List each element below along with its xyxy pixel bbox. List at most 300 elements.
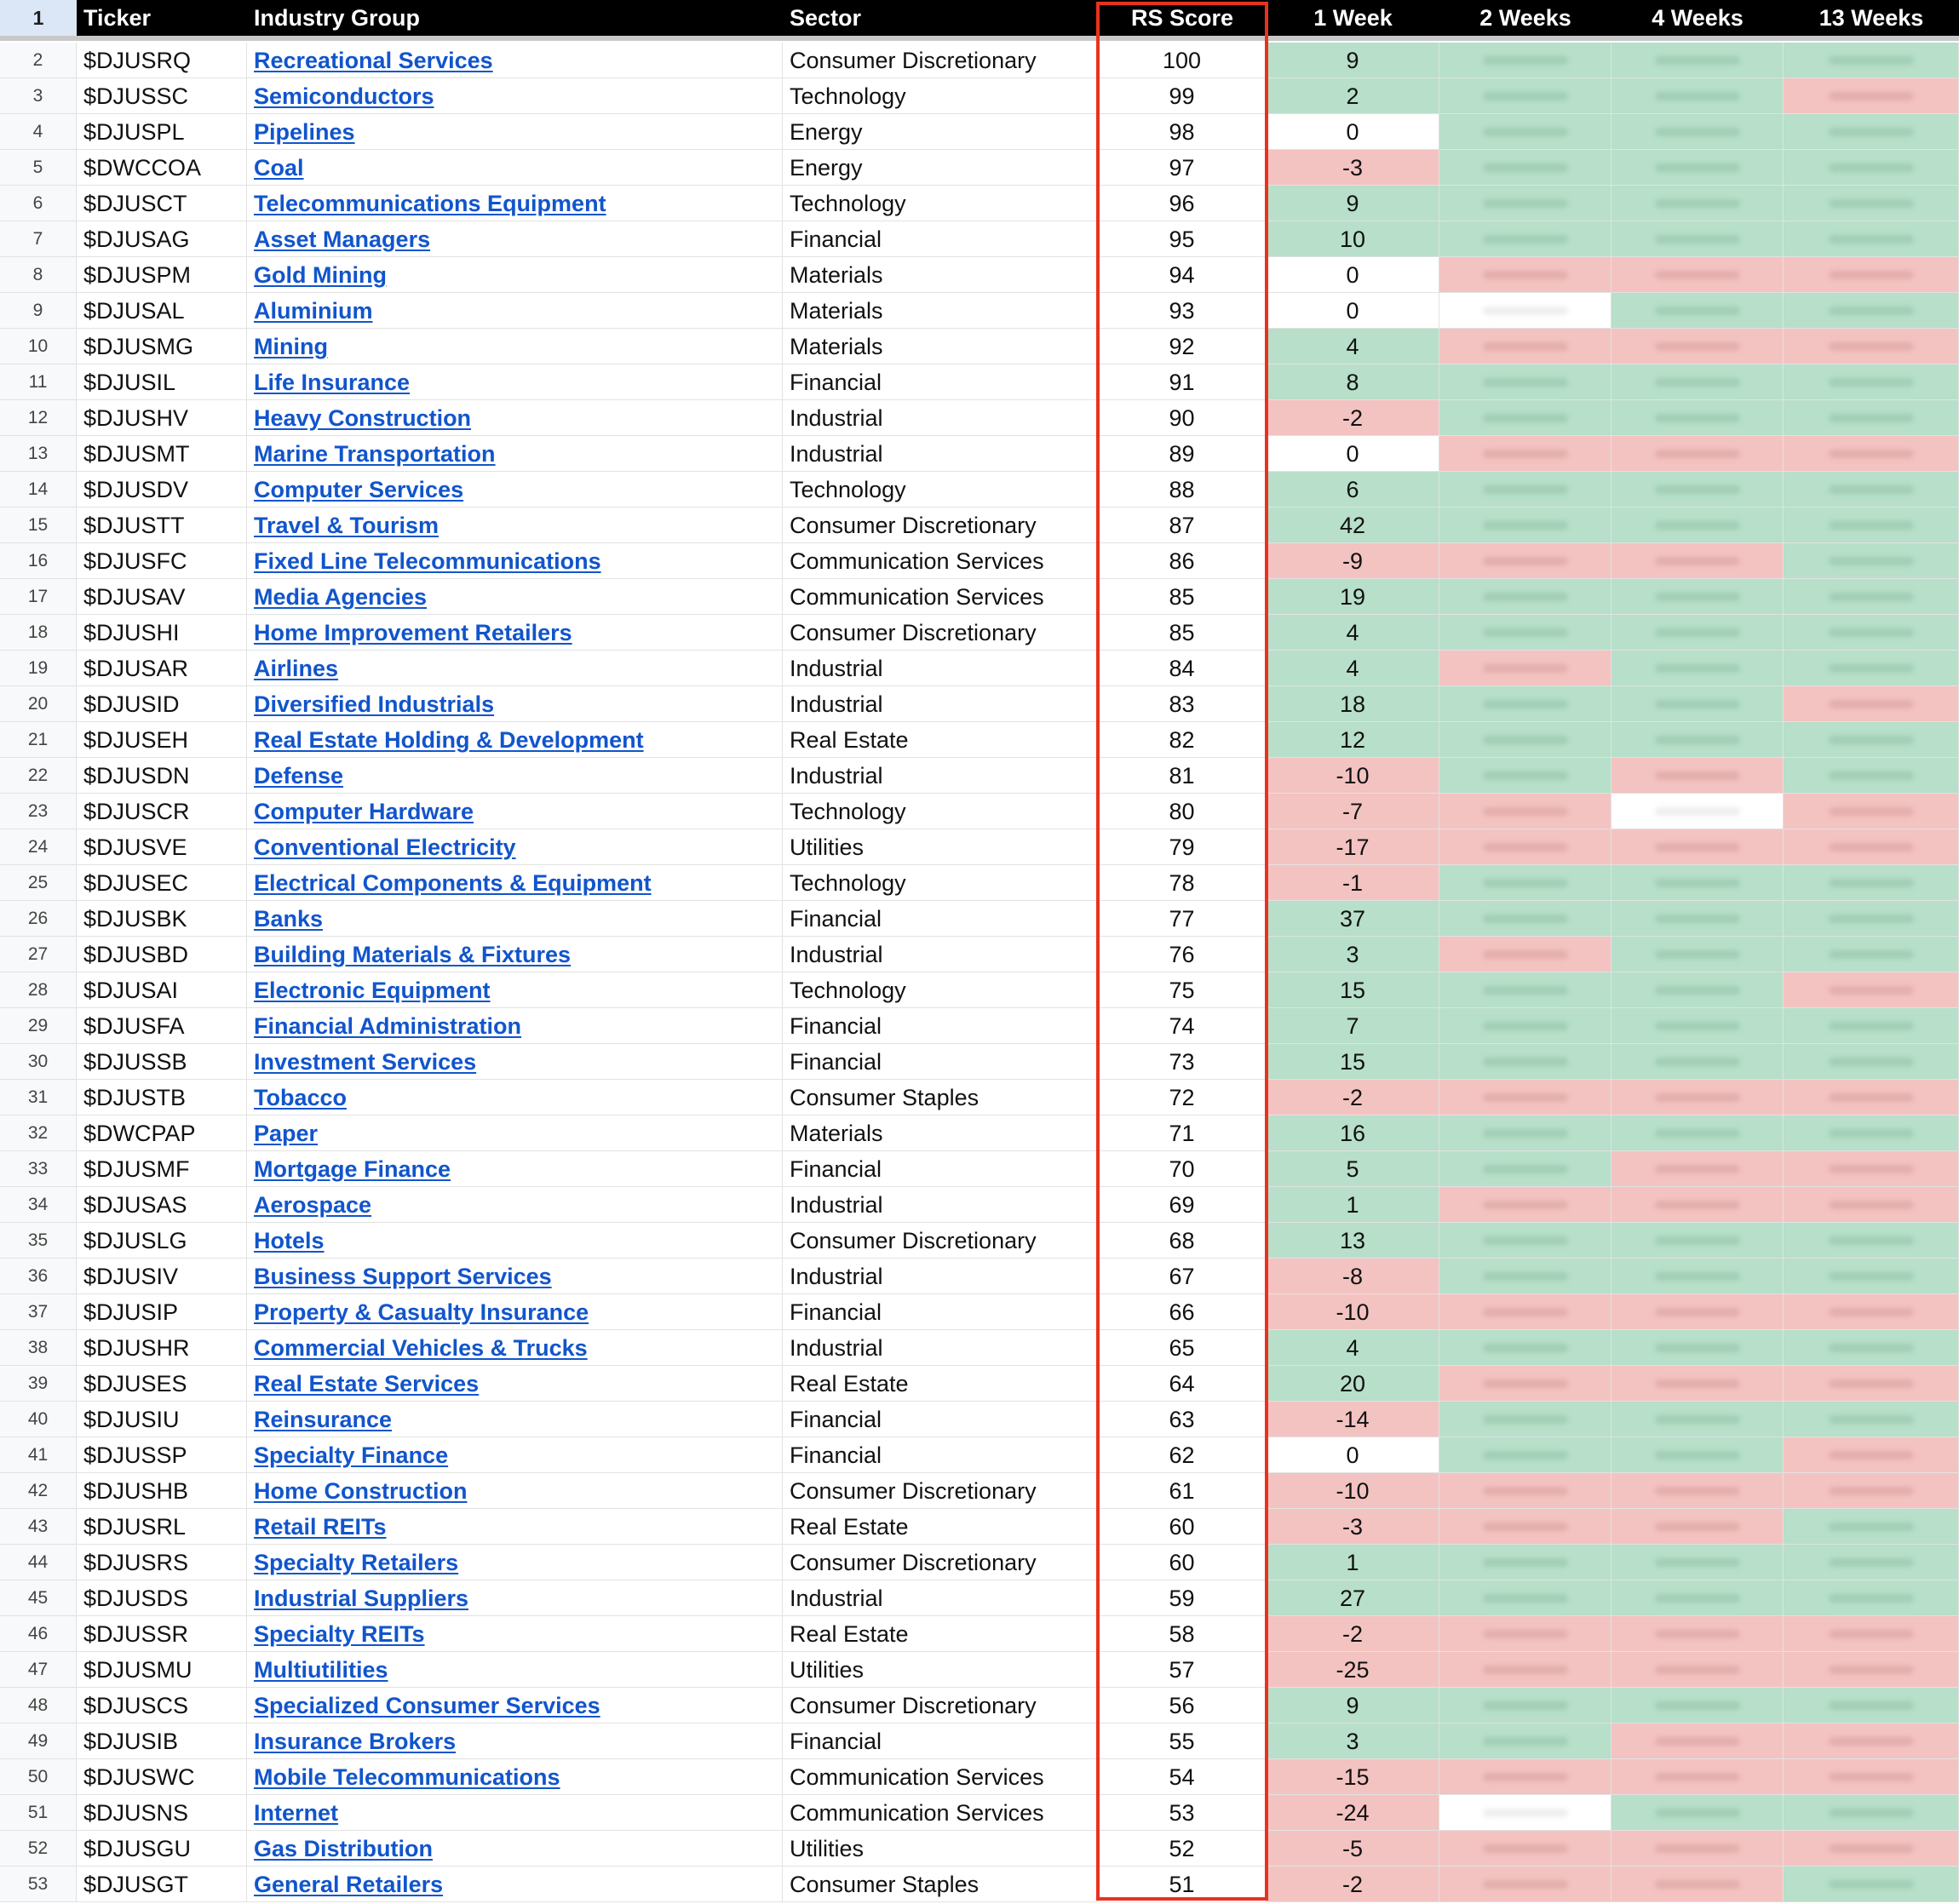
- industry-group-cell[interactable]: [247, 579, 783, 615]
- week-1-cell[interactable]: 4: [1267, 1330, 1439, 1366]
- rs-score-cell[interactable]: 72: [1098, 1080, 1267, 1115]
- industry-group-link[interactable]: Heavy Construction: [254, 405, 472, 431]
- industry-group-link[interactable]: Mining: [254, 334, 328, 359]
- industry-group-cell[interactable]: [247, 1795, 783, 1831]
- week-1-cell[interactable]: -14: [1267, 1402, 1439, 1437]
- ticker-cell[interactable]: $DJUSIP: [77, 1294, 247, 1330]
- week-1-cell[interactable]: 9: [1267, 186, 1439, 221]
- industry-group-cell[interactable]: [247, 1259, 783, 1294]
- rs-score-cell[interactable]: 69: [1098, 1187, 1267, 1223]
- sector-cell[interactable]: Real Estate: [783, 1616, 1098, 1652]
- industry-group-cell[interactable]: [247, 1616, 783, 1652]
- week-13-cell[interactable]: [1784, 1831, 1959, 1867]
- week-2-cell[interactable]: [1439, 43, 1611, 78]
- industry-group-link[interactable]: Reinsurance: [254, 1407, 393, 1432]
- week-1-cell[interactable]: 37: [1267, 901, 1439, 937]
- week-4-cell[interactable]: [1611, 1044, 1784, 1080]
- ticker-cell[interactable]: $DJUSVE: [77, 829, 247, 865]
- rs-score-cell[interactable]: 100: [1098, 43, 1267, 78]
- sector-cell[interactable]: Utilities: [783, 829, 1098, 865]
- rs-score-cell[interactable]: 61: [1098, 1473, 1267, 1509]
- ticker-cell[interactable]: $DJUSEH: [77, 722, 247, 758]
- week-1-cell[interactable]: -10: [1267, 758, 1439, 794]
- row-number-cell[interactable]: 52: [0, 1831, 77, 1867]
- rs-score-cell[interactable]: 52: [1098, 1831, 1267, 1867]
- row-number-cell[interactable]: 30: [0, 1044, 77, 1080]
- rs-score-cell[interactable]: 73: [1098, 1044, 1267, 1080]
- sector-cell[interactable]: Financial: [783, 1723, 1098, 1759]
- week-2-cell[interactable]: [1439, 221, 1611, 257]
- week-1-cell[interactable]: -24: [1267, 1795, 1439, 1831]
- header-2-weeks[interactable]: 2 Weeks: [1439, 0, 1611, 36]
- week-13-cell[interactable]: [1784, 865, 1959, 901]
- sector-cell[interactable]: Materials: [783, 1115, 1098, 1151]
- week-4-cell[interactable]: [1611, 400, 1784, 436]
- rs-score-cell[interactable]: 67: [1098, 1259, 1267, 1294]
- rs-score-cell[interactable]: 94: [1098, 257, 1267, 293]
- week-13-cell[interactable]: [1784, 1223, 1959, 1259]
- row-number-cell[interactable]: 46: [0, 1616, 77, 1652]
- week-4-cell[interactable]: [1611, 472, 1784, 508]
- industry-group-cell[interactable]: [247, 1867, 783, 1902]
- week-2-cell[interactable]: [1439, 901, 1611, 937]
- sector-cell[interactable]: Consumer Discretionary: [783, 1473, 1098, 1509]
- week-4-cell[interactable]: [1611, 972, 1784, 1008]
- sector-cell[interactable]: Consumer Staples: [783, 1080, 1098, 1115]
- week-13-cell[interactable]: [1784, 1652, 1959, 1688]
- sector-cell[interactable]: Financial: [783, 1402, 1098, 1437]
- sector-cell[interactable]: Real Estate: [783, 722, 1098, 758]
- week-4-cell[interactable]: [1611, 829, 1784, 865]
- week-13-cell[interactable]: [1784, 901, 1959, 937]
- week-13-cell[interactable]: [1784, 1509, 1959, 1545]
- week-13-cell[interactable]: [1784, 1437, 1959, 1473]
- week-13-cell[interactable]: [1784, 329, 1959, 364]
- sector-cell[interactable]: Financial: [783, 1437, 1098, 1473]
- industry-group-cell[interactable]: [247, 186, 783, 221]
- header-4-weeks[interactable]: 4 Weeks: [1611, 0, 1784, 36]
- industry-group-link[interactable]: Travel & Tourism: [254, 513, 439, 538]
- industry-group-link[interactable]: Property & Casualty Insurance: [254, 1299, 589, 1325]
- rs-score-cell[interactable]: 78: [1098, 865, 1267, 901]
- week-2-cell[interactable]: [1439, 293, 1611, 329]
- rs-score-cell[interactable]: 56: [1098, 1688, 1267, 1723]
- week-2-cell[interactable]: [1439, 865, 1611, 901]
- rs-score-cell[interactable]: 64: [1098, 1366, 1267, 1402]
- week-1-cell[interactable]: 18: [1267, 686, 1439, 722]
- rs-score-cell[interactable]: 58: [1098, 1616, 1267, 1652]
- ticker-cell[interactable]: $DJUSHR: [77, 1330, 247, 1366]
- industry-group-cell[interactable]: [247, 758, 783, 794]
- week-1-cell[interactable]: 0: [1267, 257, 1439, 293]
- row-number-cell[interactable]: 48: [0, 1688, 77, 1723]
- week-2-cell[interactable]: [1439, 1545, 1611, 1580]
- industry-group-link[interactable]: Specialized Consumer Services: [254, 1693, 600, 1718]
- week-2-cell[interactable]: [1439, 1080, 1611, 1115]
- week-13-cell[interactable]: [1784, 1402, 1959, 1437]
- sector-cell[interactable]: Consumer Discretionary: [783, 615, 1098, 651]
- rs-score-cell[interactable]: 84: [1098, 651, 1267, 686]
- industry-group-cell[interactable]: [247, 1652, 783, 1688]
- rs-score-cell[interactable]: 91: [1098, 364, 1267, 400]
- week-2-cell[interactable]: [1439, 937, 1611, 972]
- week-2-cell[interactable]: [1439, 1115, 1611, 1151]
- industry-group-cell[interactable]: [247, 722, 783, 758]
- ticker-cell[interactable]: $DJUSID: [77, 686, 247, 722]
- rs-score-cell[interactable]: 76: [1098, 937, 1267, 972]
- rs-score-cell[interactable]: 97: [1098, 150, 1267, 186]
- industry-group-cell[interactable]: [247, 937, 783, 972]
- rs-score-cell[interactable]: 90: [1098, 400, 1267, 436]
- week-1-cell[interactable]: -10: [1267, 1473, 1439, 1509]
- ticker-cell[interactable]: $DJUSEC: [77, 865, 247, 901]
- ticker-cell[interactable]: $DJUSSR: [77, 1616, 247, 1652]
- industry-group-cell[interactable]: [247, 865, 783, 901]
- industry-group-cell[interactable]: [247, 1580, 783, 1616]
- rs-score-cell[interactable]: 65: [1098, 1330, 1267, 1366]
- industry-group-link[interactable]: Multiutilities: [254, 1657, 388, 1683]
- week-13-cell[interactable]: [1784, 508, 1959, 543]
- ticker-cell[interactable]: $DJUSMF: [77, 1151, 247, 1187]
- week-13-cell[interactable]: [1784, 1688, 1959, 1723]
- row-number-cell[interactable]: 19: [0, 651, 77, 686]
- ticker-cell[interactable]: $DJUSTT: [77, 508, 247, 543]
- header-ticker[interactable]: Ticker: [77, 0, 247, 36]
- row-number-cell[interactable]: 50: [0, 1759, 77, 1795]
- ticker-cell[interactable]: $DJUSMT: [77, 436, 247, 472]
- row-number-cell[interactable]: 45: [0, 1580, 77, 1616]
- week-2-cell[interactable]: [1439, 1151, 1611, 1187]
- sector-cell[interactable]: Industrial: [783, 1259, 1098, 1294]
- week-1-cell[interactable]: -2: [1267, 1867, 1439, 1902]
- week-13-cell[interactable]: [1784, 1723, 1959, 1759]
- row-number-cell[interactable]: 27: [0, 937, 77, 972]
- week-1-cell[interactable]: 19: [1267, 579, 1439, 615]
- week-2-cell[interactable]: [1439, 1652, 1611, 1688]
- week-13-cell[interactable]: [1784, 43, 1959, 78]
- sector-cell[interactable]: Financial: [783, 221, 1098, 257]
- industry-group-link[interactable]: Gold Mining: [254, 262, 387, 288]
- industry-group-link[interactable]: Aerospace: [254, 1192, 372, 1218]
- rs-score-cell[interactable]: 85: [1098, 615, 1267, 651]
- ticker-cell[interactable]: $DJUSSC: [77, 78, 247, 114]
- week-1-cell[interactable]: 10: [1267, 221, 1439, 257]
- rs-score-cell[interactable]: 79: [1098, 829, 1267, 865]
- row-number-cell[interactable]: 28: [0, 972, 77, 1008]
- rs-score-cell[interactable]: 59: [1098, 1580, 1267, 1616]
- industry-group-link[interactable]: Retail REITs: [254, 1514, 387, 1540]
- industry-group-cell[interactable]: [247, 1723, 783, 1759]
- week-1-cell[interactable]: 9: [1267, 43, 1439, 78]
- industry-group-link[interactable]: Financial Administration: [254, 1013, 522, 1039]
- header-rs-score[interactable]: RS Score: [1098, 0, 1267, 36]
- week-4-cell[interactable]: [1611, 293, 1784, 329]
- week-2-cell[interactable]: [1439, 579, 1611, 615]
- week-2-cell[interactable]: [1439, 651, 1611, 686]
- week-4-cell[interactable]: [1611, 1294, 1784, 1330]
- industry-group-link[interactable]: Electronic Equipment: [254, 978, 491, 1003]
- sector-cell[interactable]: Communication Services: [783, 1795, 1098, 1831]
- ticker-cell[interactable]: $DJUSSP: [77, 1437, 247, 1473]
- week-4-cell[interactable]: [1611, 1723, 1784, 1759]
- week-13-cell[interactable]: [1784, 1151, 1959, 1187]
- week-4-cell[interactable]: [1611, 78, 1784, 114]
- week-13-cell[interactable]: [1784, 472, 1959, 508]
- sector-cell[interactable]: Communication Services: [783, 1759, 1098, 1795]
- week-1-cell[interactable]: 42: [1267, 508, 1439, 543]
- week-4-cell[interactable]: [1611, 794, 1784, 829]
- industry-group-cell[interactable]: [247, 1330, 783, 1366]
- ticker-cell[interactable]: $DJUSAG: [77, 221, 247, 257]
- week-13-cell[interactable]: [1784, 186, 1959, 221]
- week-1-cell[interactable]: -8: [1267, 1259, 1439, 1294]
- industry-group-cell[interactable]: [247, 1473, 783, 1509]
- ticker-cell[interactable]: $DJUSPL: [77, 114, 247, 150]
- industry-group-link[interactable]: Industrial Suppliers: [254, 1586, 469, 1611]
- ticker-cell[interactable]: $DJUSHB: [77, 1473, 247, 1509]
- row-number-cell[interactable]: 15: [0, 508, 77, 543]
- header-row-number[interactable]: 1: [0, 0, 77, 36]
- sector-cell[interactable]: Financial: [783, 1294, 1098, 1330]
- week-4-cell[interactable]: [1611, 1545, 1784, 1580]
- week-2-cell[interactable]: [1439, 1366, 1611, 1402]
- ticker-cell[interactable]: $DJUSCT: [77, 186, 247, 221]
- week-4-cell[interactable]: [1611, 1437, 1784, 1473]
- ticker-cell[interactable]: $DJUSHI: [77, 615, 247, 651]
- row-number-cell[interactable]: 33: [0, 1151, 77, 1187]
- ticker-cell[interactable]: $DJUSTB: [77, 1080, 247, 1115]
- week-1-cell[interactable]: -2: [1267, 400, 1439, 436]
- week-1-cell[interactable]: -3: [1267, 1509, 1439, 1545]
- week-4-cell[interactable]: [1611, 43, 1784, 78]
- sector-cell[interactable]: Real Estate: [783, 1366, 1098, 1402]
- week-13-cell[interactable]: [1784, 150, 1959, 186]
- sector-cell[interactable]: Industrial: [783, 758, 1098, 794]
- industry-group-link[interactable]: Tobacco: [254, 1085, 348, 1110]
- sector-cell[interactable]: Energy: [783, 114, 1098, 150]
- week-4-cell[interactable]: [1611, 1366, 1784, 1402]
- week-13-cell[interactable]: [1784, 1187, 1959, 1223]
- rs-score-cell[interactable]: 63: [1098, 1402, 1267, 1437]
- week-2-cell[interactable]: [1439, 472, 1611, 508]
- week-4-cell[interactable]: [1611, 686, 1784, 722]
- week-4-cell[interactable]: [1611, 1402, 1784, 1437]
- week-13-cell[interactable]: [1784, 78, 1959, 114]
- week-2-cell[interactable]: [1439, 1723, 1611, 1759]
- rs-score-cell[interactable]: 89: [1098, 436, 1267, 472]
- industry-group-cell[interactable]: [247, 1187, 783, 1223]
- industry-group-link[interactable]: Internet: [254, 1800, 339, 1826]
- rs-score-cell[interactable]: 57: [1098, 1652, 1267, 1688]
- industry-group-link[interactable]: Computer Services: [254, 477, 464, 502]
- sector-cell[interactable]: Industrial: [783, 937, 1098, 972]
- week-1-cell[interactable]: 9: [1267, 1688, 1439, 1723]
- week-13-cell[interactable]: [1784, 1473, 1959, 1509]
- week-13-cell[interactable]: [1784, 579, 1959, 615]
- row-number-cell[interactable]: 21: [0, 722, 77, 758]
- week-2-cell[interactable]: [1439, 1223, 1611, 1259]
- industry-group-link[interactable]: Defense: [254, 763, 344, 789]
- industry-group-link[interactable]: Building Materials & Fixtures: [254, 942, 572, 967]
- industry-group-cell[interactable]: [247, 472, 783, 508]
- sector-cell[interactable]: Energy: [783, 150, 1098, 186]
- week-13-cell[interactable]: [1784, 794, 1959, 829]
- week-2-cell[interactable]: [1439, 257, 1611, 293]
- week-4-cell[interactable]: [1611, 1187, 1784, 1223]
- sector-cell[interactable]: Industrial: [783, 1580, 1098, 1616]
- industry-group-cell[interactable]: [247, 436, 783, 472]
- sector-cell[interactable]: Technology: [783, 865, 1098, 901]
- header-industry-group[interactable]: Industry Group: [247, 0, 783, 36]
- industry-group-cell[interactable]: [247, 615, 783, 651]
- ticker-cell[interactable]: $DJUSAL: [77, 293, 247, 329]
- industry-group-link[interactable]: Fixed Line Telecommunications: [254, 548, 601, 574]
- row-number-cell[interactable]: 23: [0, 794, 77, 829]
- week-4-cell[interactable]: [1611, 1831, 1784, 1867]
- industry-group-cell[interactable]: [247, 1831, 783, 1867]
- week-1-cell[interactable]: 0: [1267, 293, 1439, 329]
- week-2-cell[interactable]: [1439, 615, 1611, 651]
- sector-cell[interactable]: Industrial: [783, 1330, 1098, 1366]
- industry-group-link[interactable]: Home Improvement Retailers: [254, 620, 572, 645]
- week-1-cell[interactable]: 4: [1267, 615, 1439, 651]
- ticker-cell[interactable]: $DJUSDS: [77, 1580, 247, 1616]
- industry-group-cell[interactable]: [247, 1151, 783, 1187]
- sector-cell[interactable]: Utilities: [783, 1652, 1098, 1688]
- sector-cell[interactable]: Financial: [783, 1151, 1098, 1187]
- week-2-cell[interactable]: [1439, 543, 1611, 579]
- ticker-cell[interactable]: $DJUSWC: [77, 1759, 247, 1795]
- sector-cell[interactable]: Industrial: [783, 1187, 1098, 1223]
- week-4-cell[interactable]: [1611, 1652, 1784, 1688]
- ticker-cell[interactable]: $DJUSCR: [77, 794, 247, 829]
- ticker-cell[interactable]: $DJUSBD: [77, 937, 247, 972]
- ticker-cell[interactable]: $DJUSIL: [77, 364, 247, 400]
- week-1-cell[interactable]: -10: [1267, 1294, 1439, 1330]
- ticker-cell[interactable]: $DJUSDV: [77, 472, 247, 508]
- row-number-cell[interactable]: 44: [0, 1545, 77, 1580]
- week-1-cell[interactable]: 0: [1267, 436, 1439, 472]
- ticker-cell[interactable]: $DJUSFA: [77, 1008, 247, 1044]
- industry-group-cell[interactable]: [247, 400, 783, 436]
- week-4-cell[interactable]: [1611, 221, 1784, 257]
- week-4-cell[interactable]: [1611, 1330, 1784, 1366]
- week-13-cell[interactable]: [1784, 651, 1959, 686]
- row-number-cell[interactable]: 26: [0, 901, 77, 937]
- row-number-cell[interactable]: 43: [0, 1509, 77, 1545]
- header-sector[interactable]: Sector: [783, 0, 1098, 36]
- industry-group-cell[interactable]: [247, 1402, 783, 1437]
- sector-cell[interactable]: Technology: [783, 794, 1098, 829]
- ticker-cell[interactable]: $DJUSSB: [77, 1044, 247, 1080]
- week-2-cell[interactable]: [1439, 1259, 1611, 1294]
- week-13-cell[interactable]: [1784, 758, 1959, 794]
- row-number-cell[interactable]: 24: [0, 829, 77, 865]
- industry-group-link[interactable]: Life Insurance: [254, 370, 411, 395]
- row-number-cell[interactable]: 37: [0, 1294, 77, 1330]
- industry-group-cell[interactable]: [247, 1545, 783, 1580]
- week-2-cell[interactable]: [1439, 758, 1611, 794]
- rs-score-cell[interactable]: 60: [1098, 1545, 1267, 1580]
- industry-group-cell[interactable]: [247, 1115, 783, 1151]
- industry-group-cell[interactable]: [247, 114, 783, 150]
- industry-group-link[interactable]: Specialty Finance: [254, 1442, 449, 1468]
- sector-cell[interactable]: Real Estate: [783, 1509, 1098, 1545]
- rs-score-cell[interactable]: 82: [1098, 722, 1267, 758]
- week-4-cell[interactable]: [1611, 1616, 1784, 1652]
- row-number-cell[interactable]: 38: [0, 1330, 77, 1366]
- ticker-cell[interactable]: $DJUSAI: [77, 972, 247, 1008]
- sector-cell[interactable]: Consumer Discretionary: [783, 1545, 1098, 1580]
- industry-group-link[interactable]: Telecommunications Equipment: [254, 191, 606, 216]
- week-2-cell[interactable]: [1439, 400, 1611, 436]
- row-number-cell[interactable]: 34: [0, 1187, 77, 1223]
- rs-score-cell[interactable]: 95: [1098, 221, 1267, 257]
- week-4-cell[interactable]: [1611, 651, 1784, 686]
- week-13-cell[interactable]: [1784, 686, 1959, 722]
- industry-group-cell[interactable]: [247, 1688, 783, 1723]
- week-4-cell[interactable]: [1611, 329, 1784, 364]
- rs-score-cell[interactable]: 86: [1098, 543, 1267, 579]
- week-1-cell[interactable]: -15: [1267, 1759, 1439, 1795]
- industry-group-cell[interactable]: [247, 1080, 783, 1115]
- week-13-cell[interactable]: [1784, 1759, 1959, 1795]
- rs-score-cell[interactable]: 87: [1098, 508, 1267, 543]
- week-13-cell[interactable]: [1784, 364, 1959, 400]
- row-number-cell[interactable]: 17: [0, 579, 77, 615]
- ticker-cell[interactable]: $DJUSFC: [77, 543, 247, 579]
- sector-cell[interactable]: Communication Services: [783, 543, 1098, 579]
- week-2-cell[interactable]: [1439, 1473, 1611, 1509]
- row-number-cell[interactable]: 41: [0, 1437, 77, 1473]
- week-1-cell[interactable]: 0: [1267, 114, 1439, 150]
- ticker-cell[interactable]: $DJUSRS: [77, 1545, 247, 1580]
- industry-group-link[interactable]: Computer Hardware: [254, 799, 474, 824]
- industry-group-cell[interactable]: [247, 508, 783, 543]
- ticker-cell[interactable]: $DJUSLG: [77, 1223, 247, 1259]
- sector-cell[interactable]: Consumer Discretionary: [783, 508, 1098, 543]
- week-4-cell[interactable]: [1611, 150, 1784, 186]
- row-number-cell[interactable]: 22: [0, 758, 77, 794]
- week-2-cell[interactable]: [1439, 329, 1611, 364]
- ticker-cell[interactable]: $DJUSGT: [77, 1867, 247, 1902]
- week-2-cell[interactable]: [1439, 114, 1611, 150]
- row-number-cell[interactable]: 40: [0, 1402, 77, 1437]
- industry-group-cell[interactable]: [247, 1044, 783, 1080]
- week-2-cell[interactable]: [1439, 1688, 1611, 1723]
- week-2-cell[interactable]: [1439, 78, 1611, 114]
- week-1-cell[interactable]: 8: [1267, 364, 1439, 400]
- week-1-cell[interactable]: -25: [1267, 1652, 1439, 1688]
- week-4-cell[interactable]: [1611, 615, 1784, 651]
- week-13-cell[interactable]: [1784, 1080, 1959, 1115]
- ticker-cell[interactable]: $DWCPAP: [77, 1115, 247, 1151]
- week-2-cell[interactable]: [1439, 364, 1611, 400]
- rs-score-cell[interactable]: 96: [1098, 186, 1267, 221]
- ticker-cell[interactable]: $DJUSIB: [77, 1723, 247, 1759]
- week-2-cell[interactable]: [1439, 829, 1611, 865]
- week-13-cell[interactable]: [1784, 1795, 1959, 1831]
- industry-group-cell[interactable]: [247, 43, 783, 78]
- industry-group-link[interactable]: Gas Distribution: [254, 1836, 434, 1861]
- week-13-cell[interactable]: [1784, 257, 1959, 293]
- week-13-cell[interactable]: [1784, 1366, 1959, 1402]
- week-2-cell[interactable]: [1439, 1187, 1611, 1223]
- sector-cell[interactable]: Industrial: [783, 651, 1098, 686]
- industry-group-cell[interactable]: [247, 1509, 783, 1545]
- week-13-cell[interactable]: [1784, 400, 1959, 436]
- row-number-cell[interactable]: 32: [0, 1115, 77, 1151]
